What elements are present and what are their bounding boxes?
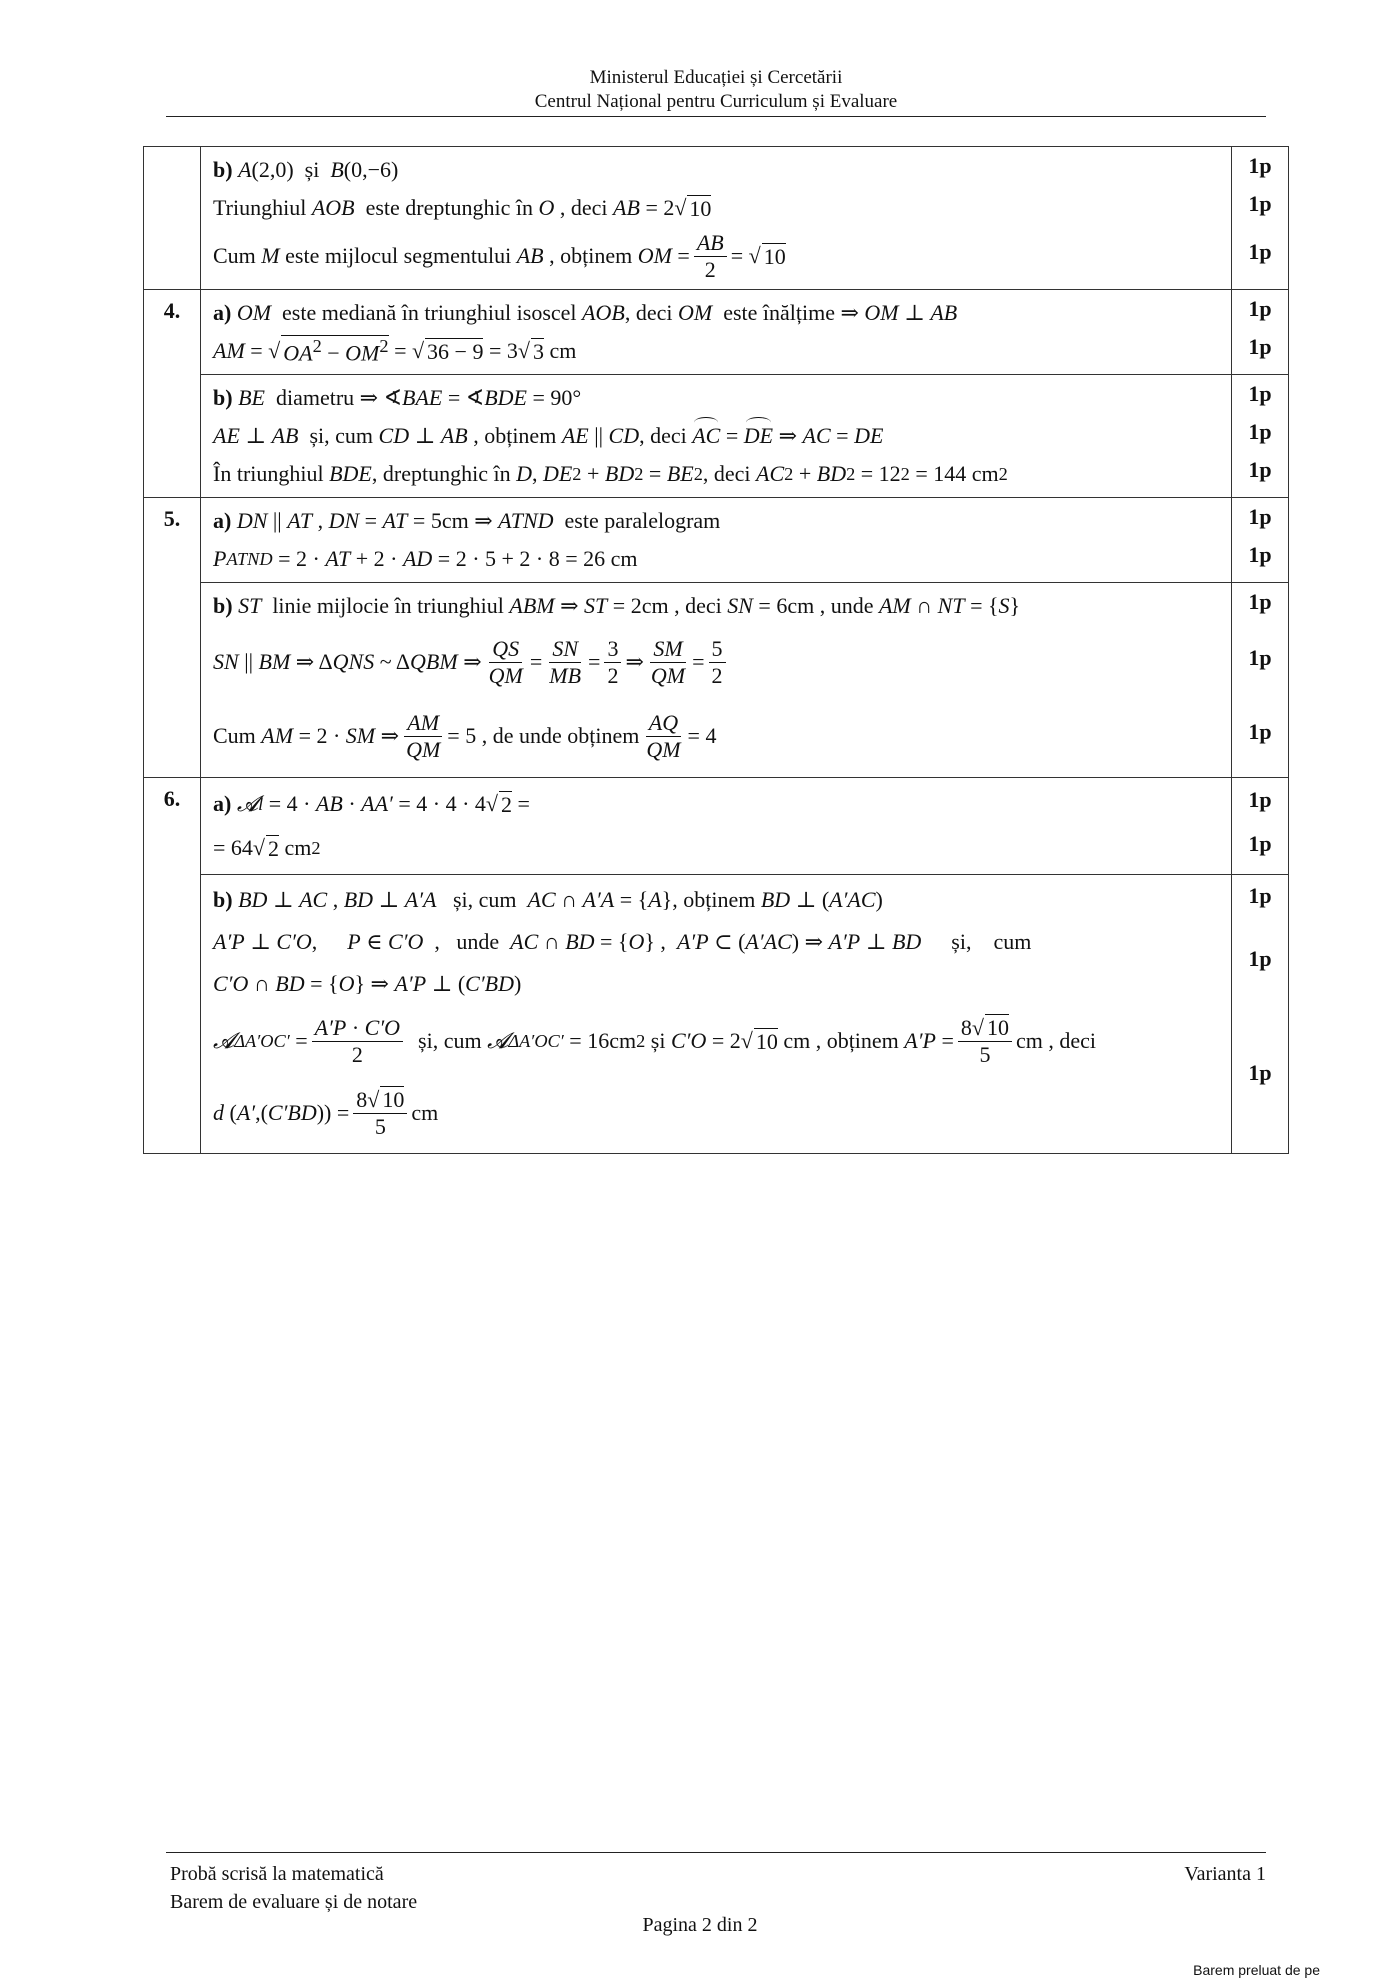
problem-number-4: 4. xyxy=(144,290,201,498)
solution-line: b) A (2,0) și B (0,−6) xyxy=(213,157,399,182)
points-cell: 1p 1p 1p xyxy=(1232,875,1289,1154)
center-name: Centrul Național pentru Curriculum și Evaluare xyxy=(534,91,898,112)
solution-line: b) BE diametru ⇒ ∢ BAE = ∢ BDE = 90° xyxy=(213,385,582,410)
table-row xyxy=(144,290,1289,375)
problem-4a-content xyxy=(201,290,1232,375)
points-cell: 1p 1p 1p xyxy=(1232,375,1289,498)
points-cell xyxy=(1232,147,1289,290)
table-row xyxy=(144,147,1289,290)
problem-number-5: 5. xyxy=(144,498,201,778)
page-number: Pagina 2 din 2 xyxy=(642,1914,758,1936)
solution-line: P ATND = 2 · AT + 2 · AD = 2 · 5 + 2 · 8 = 26 cm xyxy=(213,546,638,571)
table-row xyxy=(144,583,1289,778)
footer-divider xyxy=(166,1852,1266,1853)
solution-line: C′O ∩ BD = { O } ⇒ A′P ⊥ ( C′BD ) xyxy=(213,971,522,996)
solution-line: a) DN || AT , DN = AT = 5cm ⇒ ATND este paralelogram xyxy=(213,508,721,533)
points-cell: 1p 1p xyxy=(1232,498,1289,583)
table-row xyxy=(144,778,1289,875)
header-divider xyxy=(166,116,1266,117)
points-value: 1p xyxy=(1248,191,1272,216)
solution-line: Cum AM = 2 · SM ⇒ $\frac{AM}{QM}$ = 5 , de unde obținem $\frac{AQ}{QM}$ = 4 xyxy=(213,709,717,762)
problem-6b-content xyxy=(201,875,1232,1154)
source-note: Barem preluat de pe xyxy=(1193,1962,1320,1978)
document-type: Barem de evaluare și de notare xyxy=(170,1891,418,1913)
variant-label: Varianta 1 xyxy=(1184,1863,1266,1885)
solution-line: a) OM este mediană în triunghiul isoscel AOB , deci OM este înălțime ⇒ OM ⊥ AB xyxy=(213,300,958,325)
problem-number-6: 6. xyxy=(144,778,201,1154)
ministry-name: Ministerul Educației și Cercetării xyxy=(589,67,843,88)
problem-number-cell xyxy=(144,147,201,290)
points-cell: 1p 1p xyxy=(1232,290,1289,375)
document-header xyxy=(166,66,1266,114)
points-value: 1p xyxy=(1248,153,1272,178)
solution-line: SN || BM ⇒ Δ QNS ~ Δ QBM ⇒ $\frac{QS}{QM}$ = $\frac{SN}{MB}$ = $\frac{3}{2}$ ⇒ $\frac{SM}{QM}$ = $\frac{5}{2}$ xyxy=(213,625,1219,699)
solution-line: b) ST linie mijlocie în triunghiul ABM ⇒ ST = 2cm , deci SN = 6cm , unde AM ∩ NT = { S } xyxy=(213,593,1021,618)
table-row xyxy=(144,375,1289,498)
solution-line: Cum M este mijlocul segmentului AB , obținem OM = $\frac{AB}{2}$ = √ 10 xyxy=(213,229,786,282)
solution-line: b) BD ⊥ AC , BD ⊥ A′A și, cum AC ∩ A′A = { A }, obținem BD ⊥ ( A′AC ) xyxy=(213,887,883,912)
solution-line: Triunghiul AOB este dreptunghic în O , deci AB = 2√ 10 xyxy=(213,195,712,221)
solution-line: = 64√ 2 cm 2 xyxy=(213,835,321,861)
problem-5a-content xyxy=(201,498,1232,583)
table-row xyxy=(144,875,1289,1154)
exam-name: Probă scrisă la matematică xyxy=(170,1863,384,1885)
problem-6a-content xyxy=(201,778,1232,875)
points-cell: 1p 1p 1p xyxy=(1232,583,1289,778)
problem-5b-content xyxy=(201,583,1232,778)
problem-3b-content xyxy=(201,147,1232,290)
problem-4b-content xyxy=(201,375,1232,498)
solution-line: AM = √ $OA^2 - OM^2$ = √ 36 − 9 = 3√ 3 cm xyxy=(213,336,577,366)
solution-line: d ( A′ ,( C′BD )) = $\frac{8√ 10}{5}$ cm xyxy=(213,1086,439,1139)
solution-line: 𝓐 ΔA′OC′ = $\frac{A'P \cdot C'O}{2}$ și, cum 𝓐 ΔA′OC′ = 16cm 2 și C′O = 2√ 10 cm , obținem A′P = $\frac{8√ 10}{5}$ cm , deci xyxy=(213,1014,1097,1067)
footer-left xyxy=(170,1860,417,1916)
solution-line: A′P ⊥ C′O , P ∈ C′O , unde AC ∩ BD = { O } , A′P ⊂ ( A′AC ) ⇒ A′P ⊥ BD și, cum xyxy=(213,929,1032,954)
scoring-table xyxy=(143,146,1289,1154)
solution-line: AE ⊥ AB și, cum CD ⊥ AB , obținem AE || CD , deci AC = DE ⇒ AC = DE xyxy=(213,423,884,448)
points-value: 1p xyxy=(1248,239,1272,264)
points-cell: 1p 1p xyxy=(1232,778,1289,875)
solution-line: a) 𝓐 l = 4 · AB · AA′ = 4 · 4 · 4√ 2 = xyxy=(213,791,530,817)
table-row xyxy=(144,498,1289,583)
solution-line: În triunghiul BDE , dreptunghic în D , DE 2 + BD 2 = BE 2 , deci AC 2 + BD 2 = 12 2 = 144 cm 2 xyxy=(213,461,1008,486)
